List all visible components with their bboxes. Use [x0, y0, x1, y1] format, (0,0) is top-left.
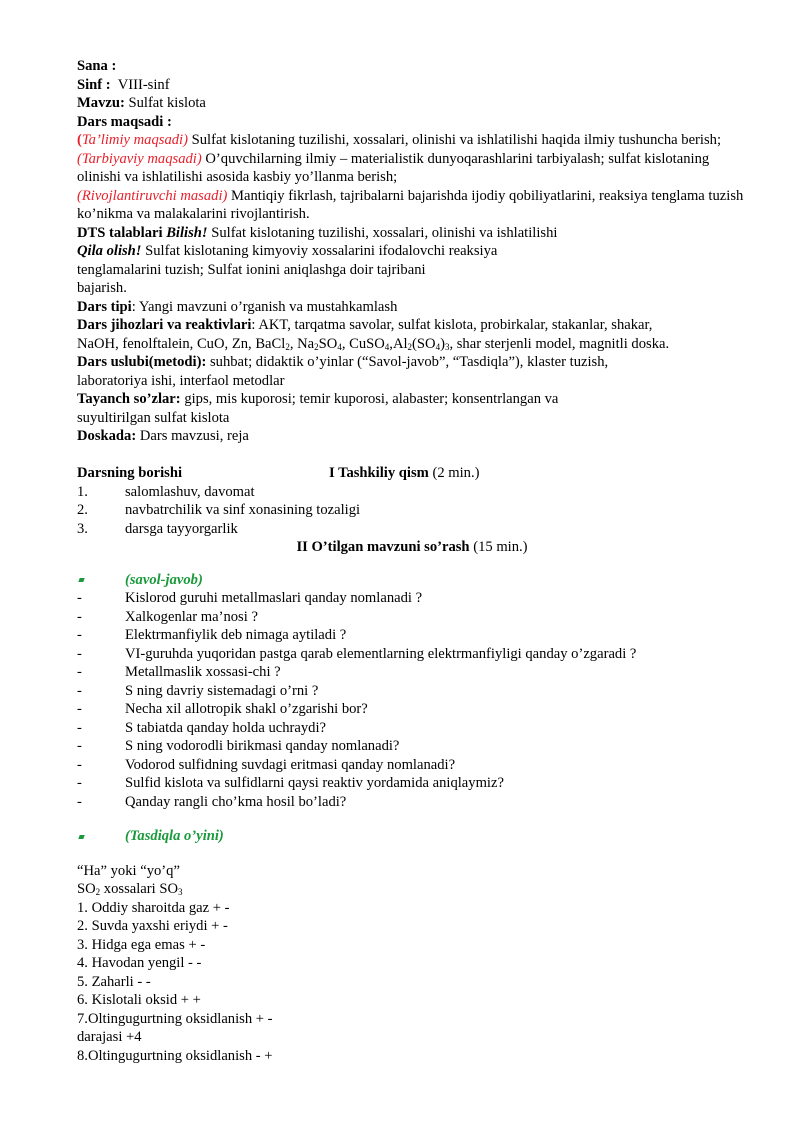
borishi-label: Darsning borishi: [77, 465, 183, 481]
question-text: VI-guruhda yuqoridan pastga qarab elementlarning elektrmanfiyligi qanday o’zgaradi ?: [125, 645, 637, 662]
question-text: Metallmaslik xossasi-chi ?: [125, 664, 281, 680]
section1-title: I Tashkiliy qism: [329, 465, 429, 481]
bullet-icon: [77, 571, 125, 590]
question-item: [77, 700, 747, 719]
dts-line: [77, 224, 747, 243]
tasdiqla-item: 1. Oddiy sharoitda gaz + -: [77, 899, 230, 916]
sub: 2: [95, 887, 101, 897]
dash: -: [77, 664, 82, 680]
so3-text: xossalari SO: [100, 881, 178, 897]
so2-so3-line: [77, 880, 747, 899]
question-item: [77, 626, 747, 645]
item-text: navbatrchilik va sinf xonasining tozaligi: [125, 502, 361, 518]
talimiy-paren: (: [77, 132, 82, 148]
item-text: salomlashuv, davomat: [125, 483, 255, 500]
uslubi-text-1: suhbat; didaktik o’yinlar (“Savol-javob”, “Tasdiqla”), klaster tuzish,: [209, 354, 609, 370]
sub: 3: [178, 887, 183, 897]
sinf-line: [77, 76, 747, 95]
qila-text-1: Sulfat kislotaning kimyoviy xossalarini ifodalovchi reaksiya: [145, 243, 498, 259]
tasdiqla-item: 7.Oltingugurtning oksidlanish + -: [77, 1010, 273, 1027]
dash: -: [77, 682, 82, 699]
question-text: Sulfid kislota va sulfidlarni qaysi reaktiv yordamida aniqlaymiz?: [125, 775, 504, 791]
sub: 4: [384, 341, 390, 352]
borishi-item: [77, 520, 747, 539]
dash: -: [77, 627, 82, 643]
talimiy-label: Ta’limiy maqsadi): [81, 132, 188, 148]
mavzu-line: [77, 94, 747, 113]
jihozlar-text-2f: (SO: [412, 335, 436, 352]
question-text: Kislorod guruhi metallmaslari qanday nomlanadi ?: [125, 590, 423, 606]
tasdiqla-label: (Tasdiqla o’yini): [125, 828, 224, 844]
dash: -: [77, 608, 82, 625]
item-text: darsga tayyorgarlik: [125, 520, 238, 537]
doskada-label: Doskada:: [77, 428, 137, 444]
dars-maqsadi-heading: [77, 113, 747, 132]
question-text: Vodorod sulfidning suvdagi eritmasi qanday nomlanadi?: [125, 756, 456, 773]
dash: -: [77, 719, 82, 736]
sub: 2: [285, 341, 290, 352]
tasdiqla-item: 4. Havodan yengil - -: [77, 955, 202, 971]
savol-javob-heading: [77, 571, 747, 590]
tayanch-line-2: suyultirilgan sulfat kislota: [77, 409, 230, 426]
dars-maqsadi-label: Dars maqsadi :: [77, 113, 172, 130]
sub: 2: [407, 341, 413, 352]
qila-line-1: [77, 242, 747, 261]
section2-title: II O’tilgan mavzuni so’rash: [296, 539, 470, 555]
sana-line: [77, 57, 747, 76]
borishi-item: [77, 501, 747, 520]
uslubi-label: Dars uslubi(metodi):: [77, 354, 207, 370]
rivojlantiruvchi-goal: [77, 187, 747, 224]
tasdiqla-heading: [77, 827, 747, 846]
so2-text: SO: [77, 881, 96, 897]
question-item: [77, 645, 747, 664]
jihozlar-line-2: [77, 335, 747, 354]
sub: 2: [314, 341, 319, 352]
borishi-heading: [77, 464, 747, 483]
sinf-label: Sinf :: [77, 76, 111, 93]
question-item: [77, 682, 747, 701]
tarbiyaviy-text: O’quvchilarning ilmiy – materialistik dunyoqarashlarini tarbiyalash; sulfat kislotaning olinishi va ishlatilishi asosida kasbiy yo’llanma berish;: [77, 150, 710, 185]
question-item: [77, 663, 747, 682]
tayanch-line-1: [77, 390, 747, 409]
question-text: Elektrmanfiylik deb nimaga aytiladi ?: [125, 627, 347, 643]
question-item: [77, 608, 747, 627]
dts-label: DTS talablari: [77, 224, 163, 241]
tayanch-label: Tayanch so’zlar:: [77, 391, 181, 407]
dars-tipi-text: : Yangi mavzuni o’rganish va mustahkamlash: [131, 298, 398, 315]
jihozlar-text-2e: ,Al: [389, 335, 408, 352]
question-text: Xalkogenlar ma’nosi ?: [125, 608, 258, 625]
question-text: Necha xil allotropik shakl o’zgarishi bor?: [125, 701, 368, 717]
jihozlar-text-2h: , shar sterjenli model, magnitli doska.: [449, 335, 670, 352]
dash: -: [77, 738, 82, 754]
tasdiqla-item: 6. Kislotali oksid + +: [77, 992, 201, 1008]
uslubi-line-2: laboratoriya ishi, interfaol metodlar: [77, 372, 285, 389]
tasdiqla-item: 8.Oltingugurtning oksidlanish - +: [77, 1047, 273, 1064]
bullet-icon: [77, 827, 125, 846]
item-number: 2.: [77, 502, 88, 518]
rivojlantiruvchi-label: (Rivojlantiruvchi masadi): [77, 187, 228, 204]
question-text: Qanday rangli cho’kma hosil bo’ladi?: [125, 793, 347, 810]
dars-tipi-label: Dars tipi: [77, 298, 132, 315]
section1-time: (2 min.): [432, 465, 480, 481]
tasdiqla-item: 3. Hidga ega emas + -: [77, 936, 206, 953]
talimiy-goal: [77, 131, 747, 150]
question-item: [77, 589, 747, 608]
sana-label: Sana :: [77, 58, 117, 74]
bilish-text: Sulfat kislotaning tuzilishi, xossalari, olinishi va ishlatilishi: [211, 224, 558, 241]
uslubi-line-1: [77, 353, 747, 372]
dars-tipi-line: [77, 298, 747, 317]
borishi-item: [77, 483, 747, 502]
question-text: S ning vodorodli birikmasi qanday nomlanadi?: [125, 738, 400, 754]
tayanch-text-1: gips, mis kuporosi; temir kuporosi, alabaster; konsentrlangan va: [184, 391, 559, 407]
tasdiqla-item: 2. Suvda yaxshi eriydi + -: [77, 918, 228, 934]
qila-line-3: bajarish.: [77, 280, 127, 296]
dash: -: [77, 701, 82, 717]
jihozlar-label: Dars jihozlari va reaktivlari: [77, 317, 252, 333]
bilish-label: Bilish!: [166, 224, 208, 241]
tarbiyaviy-label: (Tarbiyaviy maqsadi): [77, 150, 202, 167]
jihozlar-text-2a: NaOH, fenolftalein, CuO, Zn, BaCl: [77, 335, 286, 352]
tasdiqla-item: 5. Zaharli - -: [77, 973, 151, 990]
question-item: [77, 756, 747, 775]
item-number: 3.: [77, 520, 88, 537]
qila-line-2: tenglamalarini tuzish; Sulfat ionini aniqlashga doir tajribani: [77, 261, 426, 278]
question-item: [77, 737, 747, 756]
jihozlar-text-1: : AKT, tarqatma savolar, sulfat kislota, probirkalar, stakanlar, shakar,: [251, 317, 653, 333]
tasdiqla-item: darajasi +4: [77, 1029, 142, 1045]
item-number: 1.: [77, 483, 88, 500]
jihozlar-text-2c: SO: [318, 335, 338, 352]
lesson-plan-document: [77, 57, 747, 1065]
qila-label: Qila olish!: [77, 243, 142, 259]
dash: -: [77, 756, 82, 773]
section2-time: (15 min.): [473, 539, 528, 555]
question-text: S tabiatda qanday holda uchraydi?: [125, 719, 326, 736]
question-list: [77, 589, 747, 811]
talimiy-text: Sulfat kislotaning tuzilishi, xossalari, olinishi va ishlatilishi haqida ilmiy tushuncha berish;: [191, 132, 722, 148]
mavzu-value: Sulfat kislota: [128, 95, 206, 111]
section2-heading: [77, 538, 747, 557]
sub: 4: [337, 341, 342, 352]
jihozlar-line-1: [77, 316, 747, 335]
jihozlar-text-2b: , Na: [289, 335, 315, 352]
sub: 3: [444, 341, 450, 352]
question-text: S ning davriy sistemadagi o’rni ?: [125, 682, 319, 699]
savol-javob-label: (savol-javob): [125, 571, 203, 588]
tarbiyaviy-goal: [77, 150, 747, 187]
jihozlar-text-2g: ): [440, 335, 445, 352]
question-item: [77, 774, 747, 793]
tasdiqla-intro: “Ha” yoki “yo’q”: [77, 862, 180, 879]
rivojlantiruvchi-text: Mantiqiy fikrlash, tajribalarni bajarishda ijodiy qobiliyatlarini, reaksiya tenglama tuzish ko’nikma va malakalarini rivojlantirish.: [77, 187, 744, 222]
mavzu-label: Mavzu:: [77, 95, 125, 111]
question-item: [77, 719, 747, 738]
sinf-value: VIII-sinf: [117, 76, 170, 93]
sub: 4: [435, 341, 441, 352]
dash: -: [77, 645, 82, 662]
dash: -: [77, 590, 82, 606]
doskada-line: [77, 427, 747, 446]
dash: -: [77, 793, 82, 810]
dash: -: [77, 775, 82, 791]
question-item: [77, 793, 747, 812]
jihozlar-text-2d: , CuSO: [341, 335, 385, 352]
doskada-text: Dars mavzusi, reja: [139, 428, 249, 444]
